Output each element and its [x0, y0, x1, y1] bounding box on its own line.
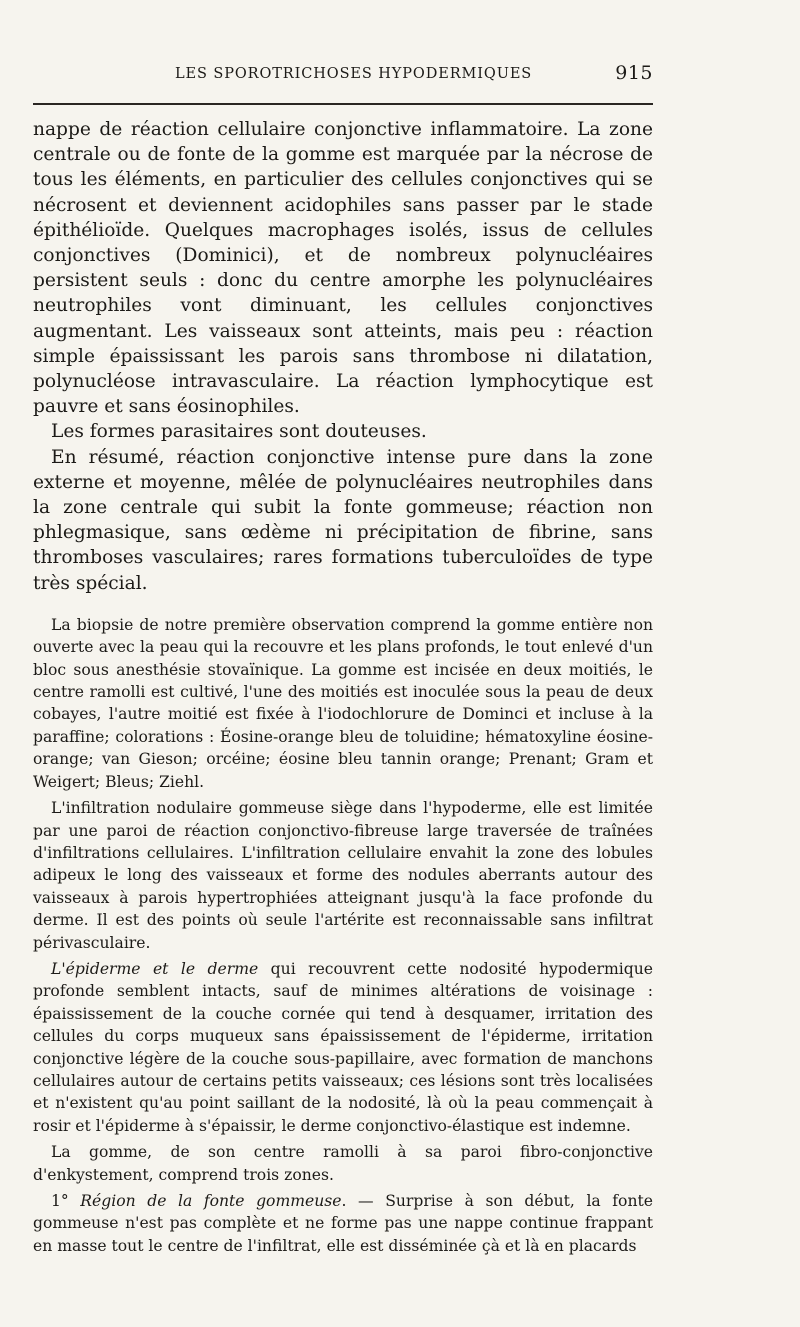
- paragraph: En résumé, réaction conjonctive intense pure dans la zone externe et moyenne, mêlée de polynucléaires neutrophiles dans la zone centrale qui subit la fonte gommeuse; réaction non phlegmasique, sans œdème ni précipitation de fibrine, sans thromboses vasculaires; rares formations tuberculoïdes de type très spécial.: [33, 446, 653, 594]
- italic-lead: Région de la fonte gommeuse: [80, 1192, 342, 1211]
- header-rule: [33, 103, 653, 105]
- page-number: 915: [615, 62, 653, 84]
- section-number: 1°: [51, 1192, 81, 1211]
- paragraph: Les formes parasitaires sont douteuses.: [51, 421, 427, 443]
- paragraph-region: [33, 1190, 653, 1257]
- paragraph-text: qui recouvrent cette nodosité hypodermique profonde semblent intacts, sauf de minimes altérations de voisinage : épaississement de la couche cornée qui tend à desquamer, irritation des cellules du corps muqueux sans épaississement de l'épiderme, irritation conjonctive légère de la couche sous-papillaire, avec formation de manchons cellulaires autour de certains petits vaisseaux; ces lésions sont très localisées et n'existent qu'au point saillant de la nodosité, là où la peau commençait à rosir et l'épiderme à s'épaissir, le derme conjonctivo-élastique est indemne.: [33, 959, 654, 1135]
- large-print-section: [33, 117, 653, 596]
- paragraph: La gomme, de son centre ramolli à sa paroi fibro-conjonctive d'enkystement, comprend trois zones.: [33, 1143, 653, 1184]
- page-header: [33, 60, 653, 92]
- body-text: [33, 117, 653, 1257]
- paragraph-epiderme: [33, 958, 653, 1137]
- paragraph: L'infiltration nodulaire gommeuse siège dans l'hypoderme, elle est limitée par une paroi de réaction conjonctivo-fibreuse large traversée de traînées d'infiltrations cellulaires. L'infiltration cellulaire envahit la zone des lobules adipeux le long des vaisseaux et forme des nodules aberrants autour des vaisseaux à parois hypertrophiées atteignant jusqu'à la face profonde du derme. Il est des points où seule l'artérite est reconnaissable sans infiltrat périvasculaire.: [33, 799, 653, 952]
- small-print-section: [33, 614, 653, 1257]
- italic-lead: L'épiderme et le derme: [51, 959, 259, 978]
- paragraph-text: . — Surprise à son début, la fonte gommeuse n'est pas complète et ne forme pas une nappe continue frappant en masse tout le centre de l'infiltrat, elle est disséminée çà et là en placards: [33, 1192, 653, 1255]
- paragraph: La biopsie de notre première observation comprend la gomme entière non ouverte avec la peau qui la recouvre et les plans profonds, le tout enlevé d'un bloc sous anesthésie stovaïnique. La gomme est incisée en deux moitiés, le centre ramolli est cultivé, l'une des moitiés est inoculée sous la peau de deux cobayes, l'autre moitié est fixée à l'iodochlorure de Dominci et incluse à la paraffine; colorations : Éosine-orange bleu de toluidine; hématoxyline éosine-orange; van Gieson; orcéine; éosine bleu tannin orange; Prenant; Gram et Weigert; Bleus; Ziehl.: [33, 615, 653, 791]
- running-title: LES SPOROTRICHOSES HYPODERMIQUES: [175, 66, 533, 82]
- paragraph: nappe de réaction cellulaire conjonctive inflammatoire. La zone centrale ou de fonte de la gomme est marquée par la nécrose de tous les éléments, en particulier des cellules conjonctives qui se nécrosent et deviennent acidophiles sans passer par le stade épithélioïde. Quelques macrophages isolés, issus de cellules conjonctives (Dominici), et de nombreux polynucléaires persistent seuls : donc du centre amorphe les polynucléaires neutrophiles vont diminuant, les cellules conjonctives augmentant. Les vaisseaux sont atteints, mais peu : réaction simple épaississant les parois sans thrombose ni dilatation, polynucléose intravasculaire. La réaction lymphocytique est pauvre et sans éosinophiles.: [33, 119, 653, 418]
